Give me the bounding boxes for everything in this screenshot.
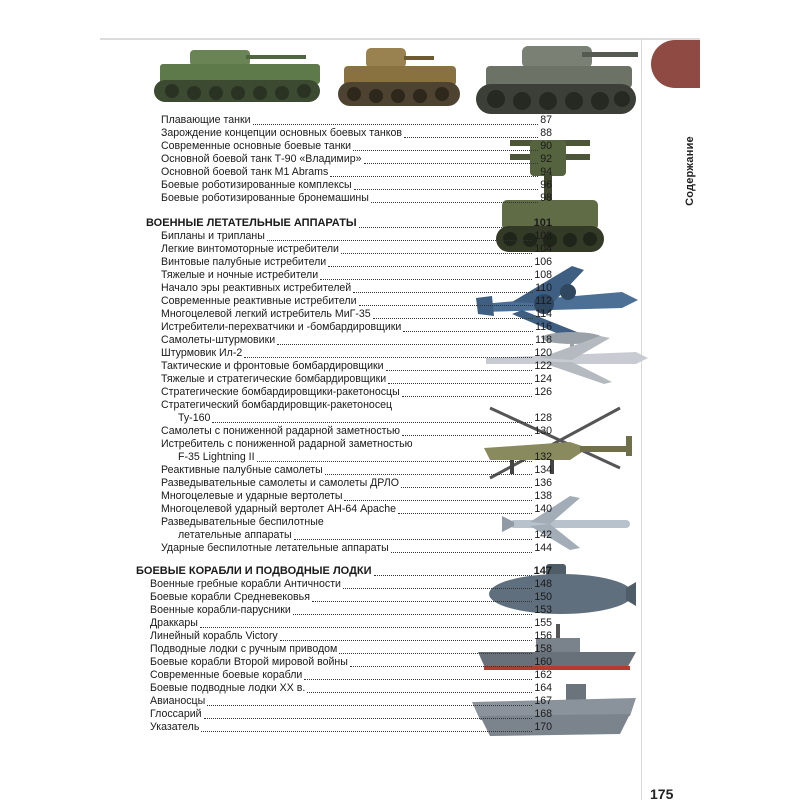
toc-entry[interactable]: Боевые роботизированные комплексы 96 [161, 179, 552, 191]
toc-entry[interactable]: Тяжелые и ночные истребители 108 [161, 269, 552, 281]
toc-entry[interactable]: Боевые подводные лодки XX в. 164 [150, 682, 552, 694]
toc-entry[interactable]: Современные реактивные истребители 112 [161, 295, 552, 307]
page-number: 175 [650, 786, 674, 800]
toc-entry[interactable]: Тяжелые и стратегические бомбардировщики 124 [161, 373, 552, 385]
toc-entry[interactable]: Бипланы и трипланы 103 [161, 230, 552, 242]
light-tank-icon [336, 44, 464, 114]
toc-section-heading[interactable]: БОЕВЫЕ КОРАБЛИ И ПОДВОДНЫЕ ЛОДКИ 147 [136, 565, 552, 577]
toc-entry[interactable]: Глоссарий 168 [150, 708, 552, 720]
toc-entry[interactable]: Указатель 170 [150, 721, 552, 733]
heavy-tank-icon [472, 40, 640, 122]
side-tab-title: Содержание [684, 136, 696, 206]
toc-entry[interactable]: Боевые корабли Средневековья 150 [150, 591, 552, 603]
toc-entry[interactable]: Реактивные палубные самолеты 134 [161, 464, 552, 476]
toc-entry[interactable]: Плавающие танки 87 [161, 114, 552, 126]
toc-entry[interactable]: Тактические и фронтовые бомбардировщики 122 [161, 360, 552, 372]
toc-section-heading[interactable]: ВОЕННЫЕ ЛЕТАТЕЛЬНЫЕ АППАРАТЫ 101 [146, 217, 552, 229]
toc-entry[interactable]: Линейный корабль Victory 156 [150, 630, 552, 642]
toc-entry[interactable]: Боевые роботизированные бронемашины 98 [161, 192, 552, 204]
toc-entry-continued[interactable]: F-35 Lightning II 132 [178, 451, 552, 463]
toc-entry[interactable]: Самолеты с пониженной радарной заметностью 130 [161, 425, 552, 437]
toc-entry[interactable]: Военные корабли-парусники 153 [150, 604, 552, 616]
toc-entry[interactable]: Зарождение концепции основных боевых танков 88 [161, 127, 552, 139]
book-page [100, 38, 700, 800]
toc-entry[interactable]: Современные боевые корабли 162 [150, 669, 552, 681]
toc-entry[interactable]: Боевые корабли Второй мировой войны 160 [150, 656, 552, 668]
toc-entry[interactable]: Разведывательные самолеты и самолеты ДРЛО 136 [161, 477, 552, 489]
toc-entry[interactable]: Штурмовик Ил-2 120 [161, 347, 552, 359]
toc-entry[interactable]: Винтовые палубные истребители 106 [161, 256, 552, 268]
toc-entry[interactable]: Начало эры реактивных истребителей 110 [161, 282, 552, 294]
toc-entry[interactable]: Основной боевой танк M1 Abrams 94 [161, 166, 552, 178]
toc-entry[interactable]: Самолеты-штурмовики 118 [161, 334, 552, 346]
toc-entry[interactable]: Драккары 155 [150, 617, 552, 629]
toc-entry[interactable]: Военные гребные корабли Античности 148 [150, 578, 552, 590]
toc-entry[interactable]: Основной боевой танк Т-90 «Владимир» 92 [161, 153, 552, 165]
toc-entry[interactable]: Ударные беспилотные летательные аппараты 144 [161, 542, 552, 554]
toc-entry[interactable]: Авианосцы 167 [150, 695, 552, 707]
toc-entry[interactable]: Многоцелевой ударный вертолет АН-64 Apache 140 [161, 503, 552, 515]
section-tab [651, 40, 700, 88]
toc-entry[interactable]: Многоцелевой легкий истребитель МиГ-35 114 [161, 308, 552, 320]
light-tank-icon [150, 46, 328, 110]
toc-entry[interactable]: Разведывательные беспилотные [161, 516, 324, 528]
toc-entry[interactable]: Стратегические бомбардировщики-ракетоносцы 126 [161, 386, 552, 398]
toc-entry[interactable]: Подводные лодки с ручным приводом 158 [150, 643, 552, 655]
toc-entry[interactable]: Истребитель с пониженной радарной заметностью [161, 438, 413, 450]
toc-entry[interactable]: Многоцелевые и ударные вертолеты 138 [161, 490, 552, 502]
toc-entry-continued[interactable]: Ту-160 128 [178, 412, 552, 424]
toc-entry[interactable]: Легкие винтомоторные истребители 104 [161, 243, 552, 255]
toc-entry[interactable]: Стратегический бомбардировщик-ракетоносец [161, 399, 393, 411]
toc-entry[interactable]: Современные основные боевые танки 90 [161, 140, 552, 152]
toc-entry-continued[interactable]: летательные аппараты 142 [178, 529, 552, 541]
toc-entry[interactable]: Истребители-перехватчики и -бомбардировщики 116 [161, 321, 552, 333]
